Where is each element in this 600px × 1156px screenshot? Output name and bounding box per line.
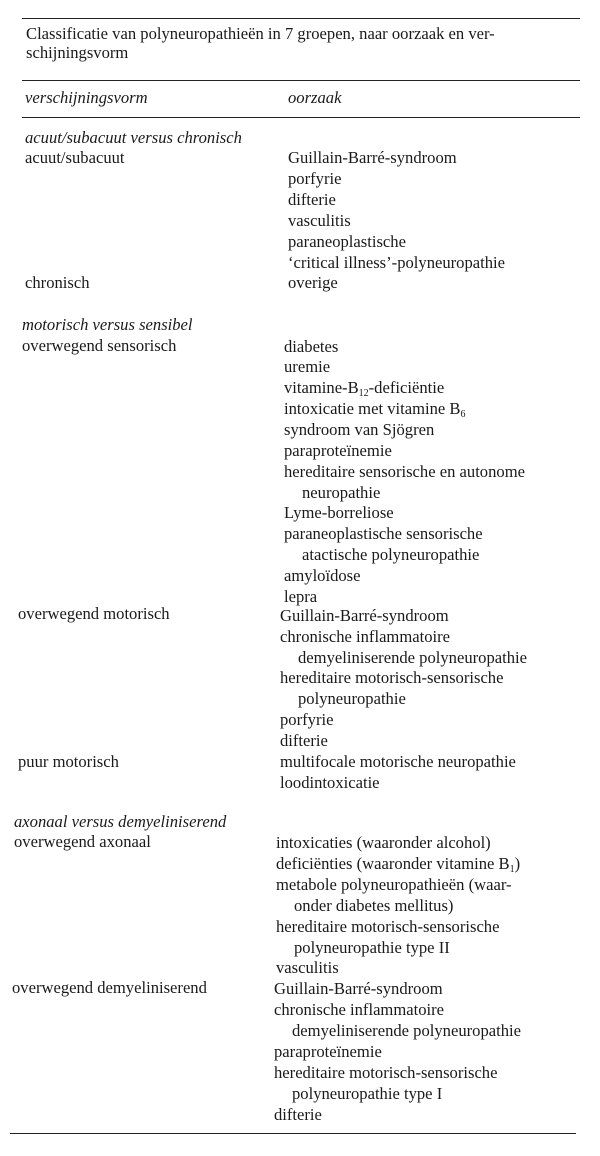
table-caption-line-1: Classificatie van polyneuropathieën in 7 groepen, naar oorzaak en ver- [26, 24, 495, 43]
section-title: axonaal versus demyeliniserend [14, 812, 227, 831]
cause-item: chronische inflammatoire [280, 627, 451, 646]
cause-item-continuation: polyneuropathie [298, 689, 406, 708]
cause-item-continuation: polyneuropathie type I [292, 1084, 443, 1103]
cause-item: Lyme-borreliose [284, 503, 394, 522]
row-label: overwegend motorisch [18, 604, 170, 623]
cause-item-continuation: onder diabetes mellitus) [294, 896, 454, 915]
cause-item: hereditaire sensorische en autonome [284, 462, 525, 481]
cause-item: paraproteïnemie [274, 1042, 382, 1061]
cause-item: vasculitis [288, 211, 351, 230]
section-title: acuut/subacuut versus chronisch [25, 128, 242, 147]
header-bottom-rule [22, 117, 580, 118]
cause-item: paraneoplastische sensorische [284, 524, 483, 543]
row-label: overwegend axonaal [14, 832, 151, 851]
cause-item-continuation: polyneuropathie type II [294, 938, 450, 957]
cause-item: vitamine-$B_{12}$-deficiëntie [284, 378, 445, 399]
cause-item-continuation: demyeliniserende polyneuropathie [292, 1021, 522, 1040]
cause-item: deficiënties (waaronder vitamine $B_1$) [276, 854, 521, 875]
cause-item-continuation: neuropathie [302, 483, 381, 502]
cause-item: difterie [288, 190, 336, 209]
cause-item: paraneoplastische [288, 232, 406, 251]
column-header-cause: oorzaak [288, 88, 342, 107]
cause-item: multifocale motorische neuropathie [280, 752, 516, 771]
cause-item: intoxicatie met vitamine $B_6$ [284, 399, 466, 420]
cause-item: difterie [274, 1105, 322, 1124]
row-label: overwegend demyeliniserend [12, 978, 207, 997]
cause-item: porfyrie [288, 169, 342, 188]
cause-item: vasculitis [276, 958, 339, 977]
cause-item: diabetes [284, 337, 339, 356]
cause-item: porfyrie [280, 710, 334, 729]
cause-item: Guillain-Barré-syndroom [288, 148, 457, 167]
row-label: acuut/subacuut [25, 148, 125, 167]
cause-item: lepra [284, 587, 318, 606]
row-label: puur motorisch [18, 752, 119, 771]
table-top-rule [22, 18, 580, 19]
cause-item: overige [288, 273, 338, 292]
table-caption-line-2: schijningsvorm [26, 43, 129, 62]
cause-item: metabole polyneuropathieën (waar- [276, 875, 512, 894]
table-bottom-rule [10, 1133, 576, 1134]
cause-item: chronische inflammatoire [274, 1000, 445, 1019]
cause-item: intoxicaties (waaronder alcohol) [276, 833, 491, 852]
cause-item: syndroom van Sjögren [284, 420, 435, 439]
header-top-rule [22, 80, 580, 81]
cause-item: hereditaire motorisch-sensorische [276, 917, 500, 936]
cause-item-continuation: atactische polyneuropathie [302, 545, 480, 564]
cause-item-continuation: demyeliniserende polyneuropathie [298, 648, 528, 667]
section-title: motorisch versus sensibel [22, 315, 193, 334]
cause-item: paraproteïnemie [284, 441, 392, 460]
cause-item: difterie [280, 731, 328, 750]
cause-item: Guillain-Barré-syndroom [280, 606, 449, 625]
row-label: overwegend sensorisch [22, 336, 177, 355]
row-label: chronisch [25, 273, 90, 292]
cause-item: ‘critical illness’-polyneuropathie [288, 253, 506, 272]
cause-item: loodintoxicatie [280, 773, 380, 792]
cause-item: hereditaire motorisch-sensorische [280, 668, 504, 687]
cause-item: amyloïdose [284, 566, 361, 585]
cause-item: uremie [284, 357, 331, 376]
cause-item: hereditaire motorisch-sensorische [274, 1063, 498, 1082]
cause-item: Guillain-Barré-syndroom [274, 979, 443, 998]
column-header-form: verschijningsvorm [25, 88, 148, 107]
